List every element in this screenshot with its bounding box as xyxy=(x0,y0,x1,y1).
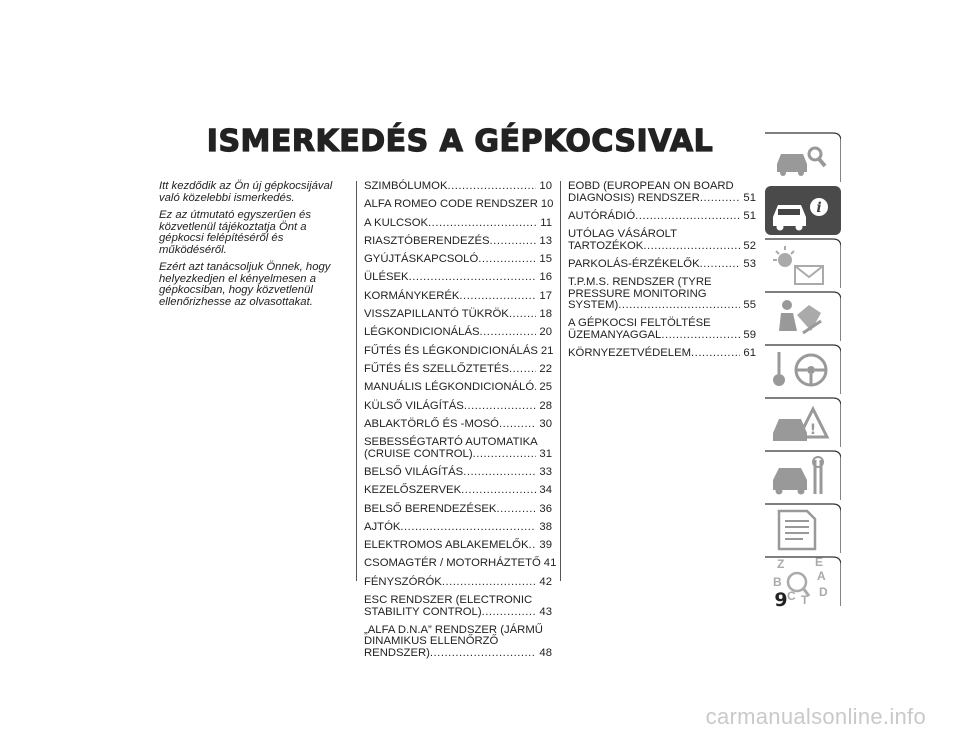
toc-entry-page: 18 xyxy=(539,308,552,321)
toc-entry-title: ÜLÉSEK xyxy=(364,271,409,284)
toc-entry[interactable] xyxy=(568,211,756,223)
toc-entry-page: 20 xyxy=(539,326,552,339)
column-divider xyxy=(356,181,357,581)
toc-entry-title-line: PRESSURE MONITORING xyxy=(568,287,707,300)
toc-leader-dots xyxy=(700,193,741,205)
toc-entry-title: FŰTÉS ÉS SZELLŐZTETÉS xyxy=(364,362,510,375)
toc-entry-title-line: ESC RENDSZER (ELECTRONIC xyxy=(364,594,533,607)
toc-leader-dots xyxy=(447,181,536,193)
index-letter: T xyxy=(801,593,809,607)
toc-entry-page: 22 xyxy=(539,362,552,375)
toc-entry[interactable] xyxy=(364,401,552,413)
toc-entry[interactable] xyxy=(364,346,552,358)
toc-leader-dots xyxy=(661,330,740,342)
toc-leader-dots xyxy=(700,259,741,271)
toc-entry[interactable] xyxy=(364,364,552,376)
toc-column-2 xyxy=(568,181,756,367)
toc-entry-title: BELSŐ BERENDEZÉSEK xyxy=(364,502,497,515)
car-warning-triangle-icon xyxy=(763,397,841,448)
key-steering-wheel-icon xyxy=(763,344,841,395)
toc-entry-title: GYÚJTÁSKAPCSOLÓ xyxy=(364,253,479,266)
toc-leader-dots xyxy=(509,309,537,321)
toc-entry-title: AUTÓRÁDIÓ xyxy=(568,209,636,222)
toc-column-1 xyxy=(364,180,557,666)
toc-entry-page: 16 xyxy=(539,271,552,284)
toc-entry[interactable] xyxy=(568,318,756,341)
toc-entry-page: 38 xyxy=(539,520,552,533)
toc-leader-dots xyxy=(643,241,740,253)
toc-leader-dots xyxy=(490,236,537,248)
toc-entry-title: BELSŐ VILÁGÍTÁS xyxy=(364,465,464,478)
page-title: ISMERKEDÉS A GÉPKOCSIVAL xyxy=(206,124,714,159)
toc-entry[interactable] xyxy=(364,485,552,497)
index-letter: B xyxy=(773,575,782,589)
toc-entry-title-line: „ALFA D.N.A” RENDSZER (JÁRMŰ xyxy=(364,623,543,636)
toc-entry[interactable] xyxy=(364,218,552,230)
toc-entry-title: SYSTEM) xyxy=(568,299,619,312)
toc-leader-dots xyxy=(473,449,537,461)
toc-leader-dots xyxy=(464,401,537,413)
toc-entry[interactable] xyxy=(568,229,756,252)
toc-entry[interactable] xyxy=(364,577,552,589)
toc-entry[interactable] xyxy=(364,181,552,193)
toc-entry[interactable] xyxy=(568,277,756,312)
toc-entry-page: 11 xyxy=(540,216,552,229)
toc-entry-page: 55 xyxy=(743,299,756,312)
toc-leader-dots xyxy=(635,211,740,223)
intro-text xyxy=(159,181,349,314)
toc-entry-page: 13 xyxy=(539,234,552,247)
toc-leader-dots xyxy=(529,540,537,552)
toc-leader-dots xyxy=(428,218,537,230)
index-letter: A xyxy=(817,569,826,583)
toc-entry-page: 39 xyxy=(539,539,552,552)
toc-entry[interactable] xyxy=(364,309,552,321)
toc-entry-page: 10 xyxy=(539,180,552,192)
toc-leader-dots xyxy=(409,272,537,284)
toc-entry-title: FŰTÉS ÉS LÉGKONDICIONÁLÁS xyxy=(364,344,538,357)
toc-entry-title-line: T.P.M.S. RENDSZER (TYRE xyxy=(568,276,712,289)
toc-entry-page: 34 xyxy=(539,484,552,497)
toc-leader-dots xyxy=(463,467,536,479)
toc-entry-page: 51 xyxy=(743,191,756,204)
toc-entry-page: 61 xyxy=(743,347,756,360)
toc-leader-dots xyxy=(509,364,536,376)
toc-entry-title: ABLAKTÖRLŐ ÉS -MOSÓ xyxy=(364,417,499,430)
watermark: carmanualsonline.info xyxy=(705,704,926,729)
toc-entry-title: DIAGNOSIS) RENDSZER xyxy=(568,191,700,204)
toc-entry-title: ELEKTROMOS ABLAKEMELŐK xyxy=(364,539,529,552)
toc-entry-title-line: SEBESSÉGTARTÓ AUTOMATIKA xyxy=(364,436,538,449)
toc-entry-title: A KULCSOK xyxy=(364,216,429,229)
toc-entry-page: 42 xyxy=(539,575,552,588)
chapter-tab[interactable] xyxy=(763,397,841,448)
toc-leader-dots xyxy=(430,648,537,660)
toc-entry-page: 25 xyxy=(539,381,552,394)
toc-entry-page: 30 xyxy=(539,417,552,430)
airbag-safety-icon xyxy=(763,291,841,342)
toc-entry[interactable] xyxy=(568,181,756,204)
toc-leader-dots xyxy=(478,254,536,266)
toc-entry-title-line: UTÓLAG VÁSÁROLT xyxy=(568,228,678,241)
toc-entry-title: MANUÁLIS LÉGKONDICIONÁLÓ xyxy=(364,381,535,394)
toc-entry-title: FÉNYSZÓRÓK xyxy=(364,575,442,588)
index-letter: E xyxy=(815,556,824,569)
toc-entry-page: 51 xyxy=(743,209,756,222)
chapter-tab[interactable] xyxy=(763,450,841,501)
toc-entry-page: 15 xyxy=(539,253,552,266)
warning-light-envelope-icon xyxy=(763,238,841,289)
toc-entry-title: KORMÁNYKERÉK xyxy=(364,289,460,302)
toc-entry-title: STABILITY CONTROL) xyxy=(364,605,482,618)
chapter-tab[interactable] xyxy=(763,238,841,289)
toc-entry-page: 31 xyxy=(539,447,552,460)
car-info-icon xyxy=(763,185,841,236)
chapter-tab[interactable] xyxy=(763,132,841,183)
toc-entry-title: SZIMBÓLUMOK xyxy=(364,180,448,192)
toc-leader-dots xyxy=(691,348,740,360)
toc-entry[interactable] xyxy=(364,467,552,479)
toc-leader-dots xyxy=(459,291,536,303)
toc-entry[interactable] xyxy=(364,327,552,339)
toc-entry-title: KÖRNYEZETVÉDELEM xyxy=(568,347,692,360)
toc-entry-page: 28 xyxy=(539,399,552,412)
chapter-tab[interactable] xyxy=(763,344,841,395)
index-letter: C xyxy=(787,589,796,603)
toc-entry-page: 33 xyxy=(539,465,552,478)
chapter-tab[interactable] xyxy=(763,185,841,236)
toc-entry[interactable] xyxy=(364,382,552,394)
car-wrench-icon xyxy=(763,450,841,501)
toc-entry-page: 17 xyxy=(539,289,552,302)
toc-entry-title-line: EOBD (EUROPEAN ON BOARD xyxy=(568,180,734,192)
toc-entry-title: LÉGKONDICIONÁLÁS xyxy=(364,326,480,339)
toc-entry-page: 43 xyxy=(539,605,552,618)
toc-entry-page: 10 xyxy=(540,198,554,211)
chapter-tab[interactable] xyxy=(763,503,841,554)
toc-entry-page: 36 xyxy=(539,502,552,515)
toc-entry-title: RIASZTÓBERENDEZÉS xyxy=(364,234,490,247)
page-number: 9 xyxy=(774,589,788,611)
toc-entry-title: CSOMAGTÉR / MOTORHÁZTETŐ xyxy=(364,557,541,570)
toc-entry-title: TARTOZÉKOK xyxy=(568,239,644,252)
toc-entry-title-line: A GÉPKOCSI FELTÖLTÉSE xyxy=(568,317,711,330)
toc-entry-title: (CRUISE CONTROL) xyxy=(364,447,473,460)
toc-entry[interactable] xyxy=(364,437,552,460)
toc-entry-page: 48 xyxy=(539,646,552,659)
toc-entry-page: 41 xyxy=(543,557,557,570)
chapter-tab[interactable] xyxy=(763,291,841,342)
toc-entry-title: VISSZAPILLANTÓ TÜKRÖK xyxy=(364,308,509,321)
toc-entry[interactable] xyxy=(364,595,552,618)
toc-leader-dots xyxy=(400,522,536,534)
toc-entry-page: 59 xyxy=(743,328,756,341)
toc-entry[interactable] xyxy=(364,504,552,516)
toc-entry-title: AJTÓK xyxy=(364,520,401,533)
toc-entry[interactable] xyxy=(364,291,552,303)
chapter-tabs-sidebar xyxy=(763,132,841,609)
toc-entry[interactable] xyxy=(568,259,756,271)
toc-leader-dots xyxy=(499,419,536,431)
intro-paragraph: Ezért azt tanácsoljuk Önnek, hogy helyezkedjen el kényelmesen a gépkocsiban, hogy közvetlenül ellenőrizhesse az olvasottakat. xyxy=(159,261,331,308)
column-divider xyxy=(560,181,561,581)
toc-leader-dots xyxy=(482,607,537,619)
toc-leader-dots xyxy=(461,485,536,497)
toc-entry[interactable] xyxy=(364,522,552,534)
car-search-icon xyxy=(763,132,841,183)
toc-entry[interactable] xyxy=(364,254,552,266)
toc-leader-dots xyxy=(442,577,537,589)
toc-entry-title: PARKOLÁS-ÉRZÉKELŐK xyxy=(568,257,700,270)
toc-entry[interactable] xyxy=(364,199,552,211)
toc-entry[interactable] xyxy=(364,419,552,431)
toc-entry-page: 52 xyxy=(743,239,756,252)
toc-entry-title: KEZELŐSZERVEK xyxy=(364,484,462,497)
toc-entry-title: RENDSZER) xyxy=(364,646,430,659)
toc-entry[interactable] xyxy=(364,557,557,570)
svg-text:!: ! xyxy=(809,422,817,438)
toc-entry[interactable] xyxy=(364,540,552,552)
intro-paragraph: Itt kezdődik az Ön új gépkocsijával való közelebbi ismerkedés. xyxy=(159,180,333,204)
index-letter: Z xyxy=(777,557,785,571)
intro-paragraph: Ez az útmutató egyszerűen és közvetlenül tájékoztatja Önt a gépkocsi felépítéséről és működéséről. xyxy=(159,209,311,256)
toc-entry-page: 21 xyxy=(540,344,554,357)
toc-entry-title: ÜZEMANYAGGAL xyxy=(568,328,662,341)
toc-entry-page: 53 xyxy=(743,257,756,270)
toc-entry-title: ALFA ROMEO CODE RENDSZER xyxy=(364,198,538,211)
toc-entry[interactable] xyxy=(364,272,552,284)
svg-text:i: i xyxy=(816,200,822,216)
toc-entry-title-line: DINAMIKUS ELLENŐRZŐ xyxy=(364,635,499,648)
toc-entry[interactable] xyxy=(364,625,552,660)
toc-entry-title: KÜLSŐ VILÁGÍTÁS xyxy=(364,399,464,412)
toc-leader-dots xyxy=(480,327,537,339)
toc-leader-dots xyxy=(496,504,536,516)
document-list-icon xyxy=(763,503,841,554)
index-letter: D xyxy=(819,585,828,599)
toc-entry[interactable] xyxy=(568,348,756,360)
toc-entry[interactable] xyxy=(364,236,552,248)
toc-leader-dots xyxy=(618,300,740,312)
